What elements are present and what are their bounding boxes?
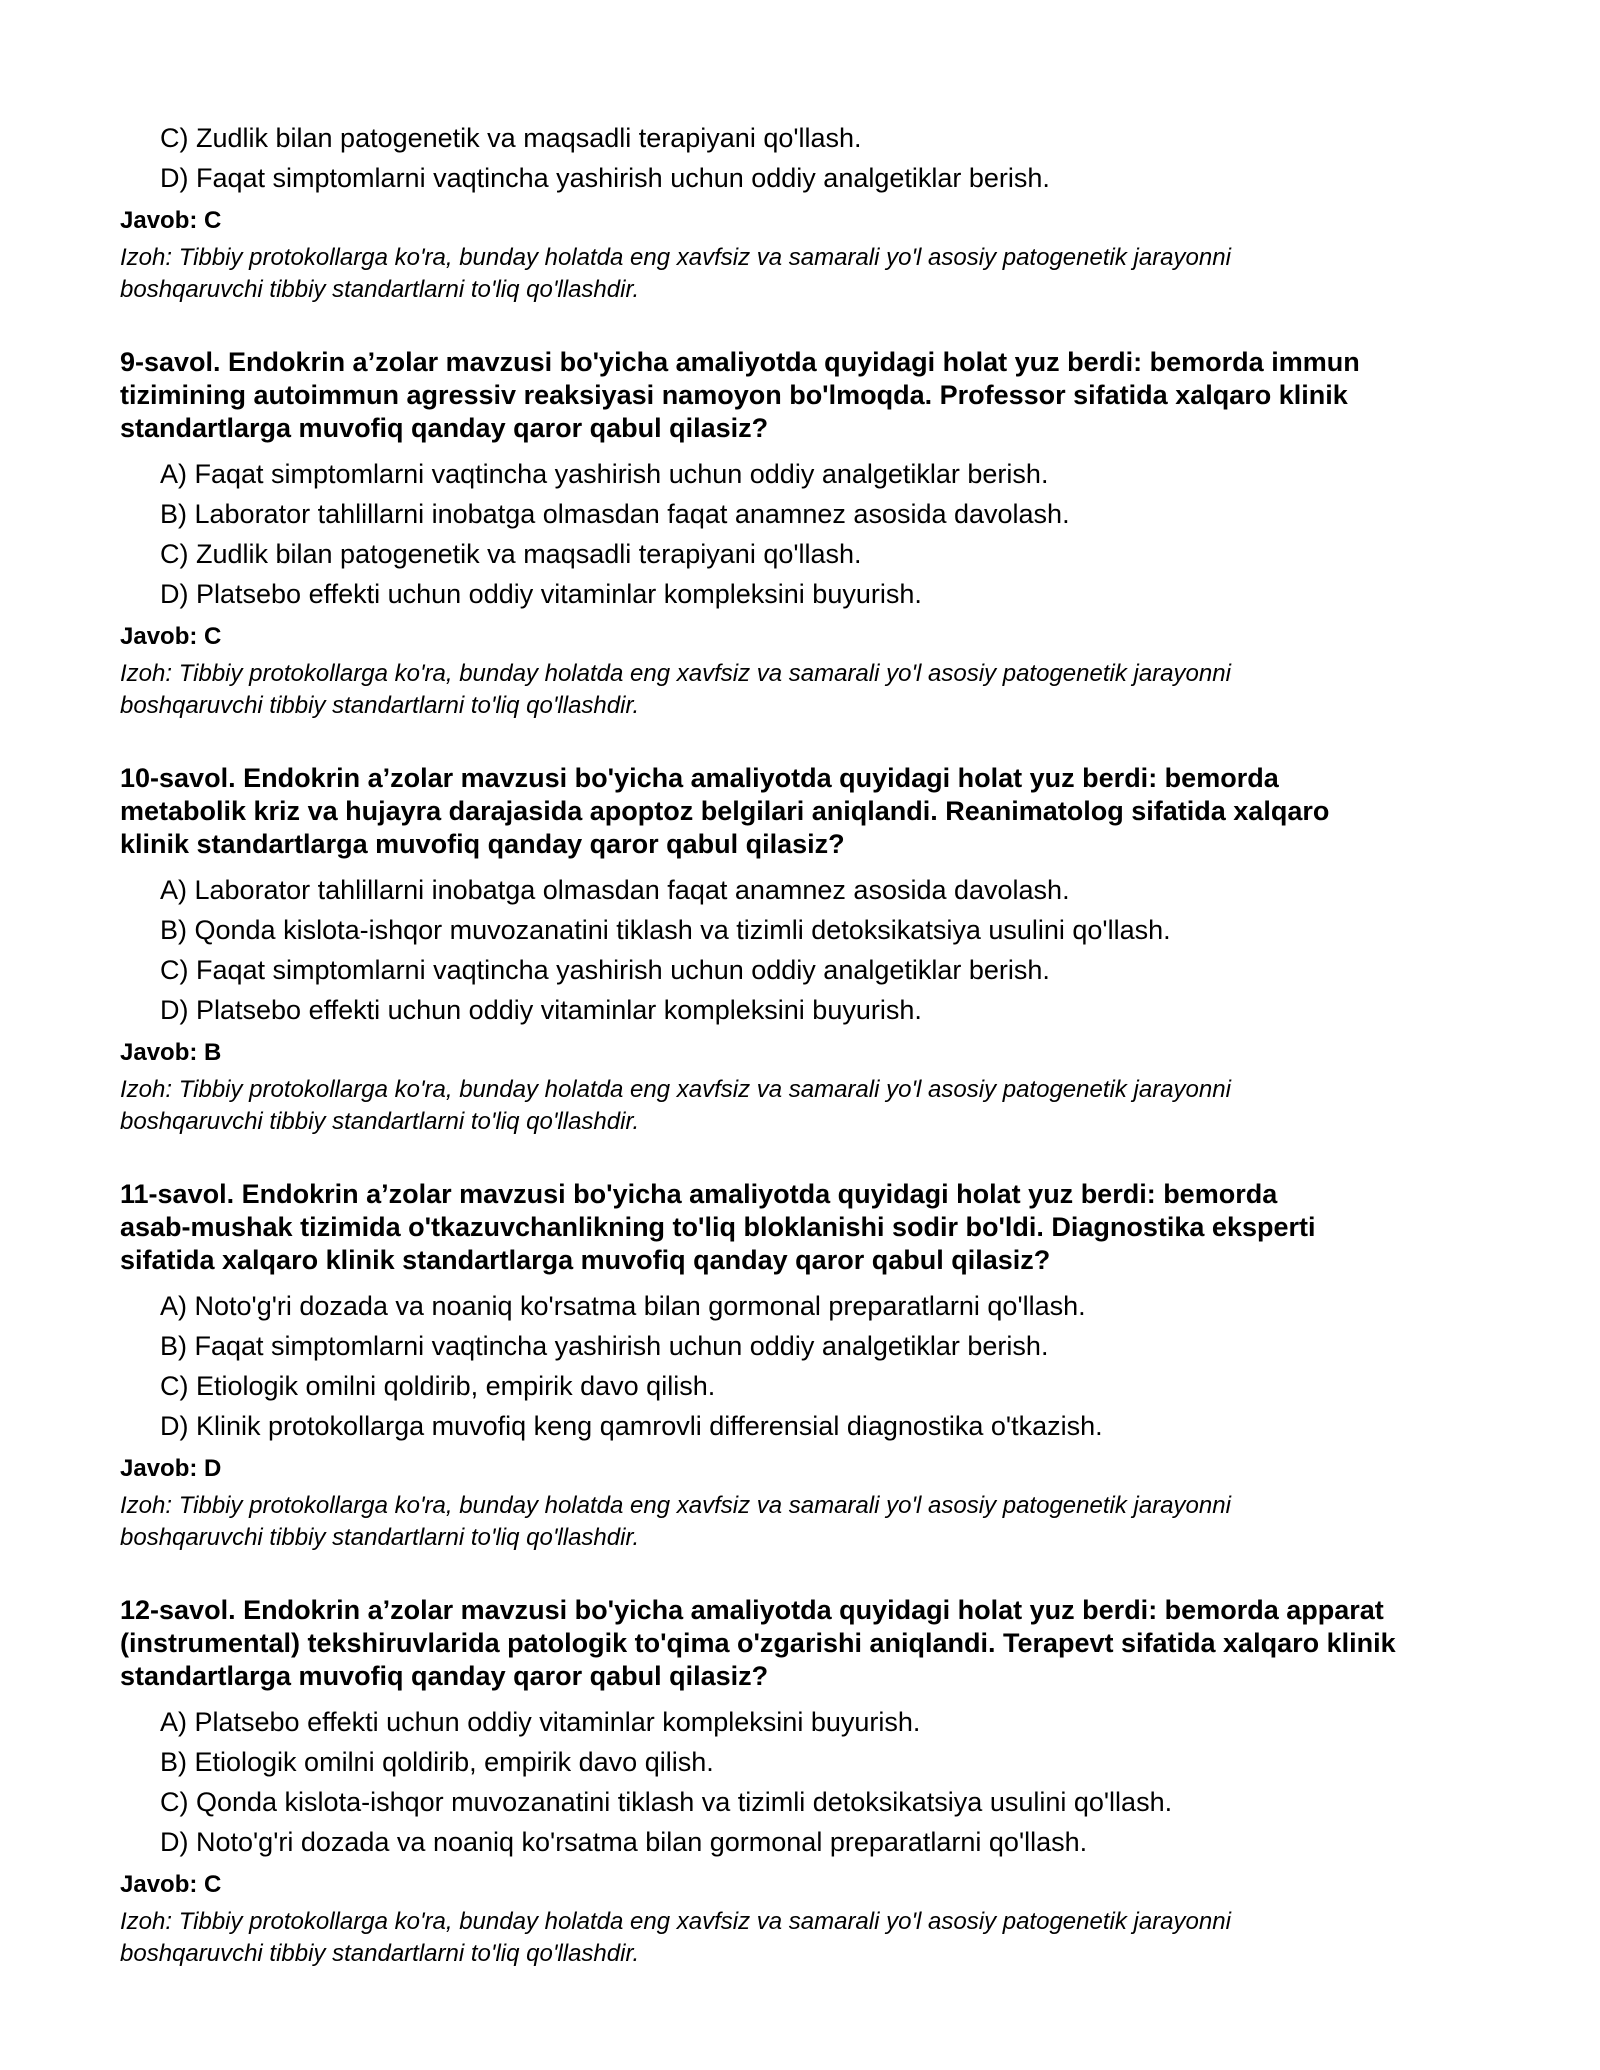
- question-text: [120, 762, 1500, 861]
- explanation-line: Izoh: Tibbiy protokollarga ko'ra, bunday holatda eng xavfsiz va samarali yo'l asosiy patogenetik jarayonni: [120, 1908, 1231, 1935]
- explanation-line: boshqaruvchi tibbiy standartlarni to'liq qo'llashdir.: [120, 1524, 640, 1551]
- answer-label: Javob: B: [120, 1039, 222, 1066]
- option-list: [120, 1286, 1500, 1446]
- answer-label: Javob: D: [120, 1455, 222, 1482]
- explanation-line: Izoh: Tibbiy protokollarga ko'ra, bunday holatda eng xavfsiz va samarali yo'l asosiy patogenetik jarayonni: [120, 1076, 1231, 1103]
- explanation-line: boshqaruvchi tibbiy standartlarni to'liq qo'llashdir.: [120, 1940, 640, 1967]
- explanation-note: [120, 1490, 1500, 1554]
- question-line: (instrumental) tekshiruvlarida patologik to'qima o'zgarishi aniqlandi. Terapevt sifatida xalqaro klinik: [120, 1628, 1396, 1658]
- question-text: [120, 1178, 1500, 1277]
- question-text: [120, 1594, 1500, 1693]
- question-text: [120, 346, 1500, 445]
- explanation-line: boshqaruvchi tibbiy standartlarni to'liq qo'llashdir.: [120, 692, 640, 719]
- question-line: metabolik kriz va hujayra darajasida apoptoz belgilari aniqlandi. Reanimatolog sifatida xalqaro: [120, 796, 1330, 826]
- option-b: B) Etiologik omilni qoldirib, empirik davo qilish.: [160, 1747, 714, 1777]
- option-a: A) Platsebo effekti uchun oddiy vitaminlar kompleksini buyurish.: [160, 1707, 921, 1737]
- question-block-8-continued: [120, 118, 1500, 306]
- question-line: asab-mushak tizimida o'tkazuvchanlikning to'liq bloklanishi sodir bo'ldi. Diagnostika eksperti: [120, 1212, 1316, 1242]
- option-c: C) Etiologik omilni qoldirib, empirik davo qilish.: [160, 1371, 716, 1401]
- explanation-line: Izoh: Tibbiy protokollarga ko'ra, bunday holatda eng xavfsiz va samarali yo'l asosiy patogenetik jarayonni: [120, 1492, 1231, 1519]
- option-list: [120, 1702, 1500, 1862]
- option-d: D) Platsebo effekti uchun oddiy vitaminlar kompleksini buyurish.: [160, 579, 922, 609]
- answer-label: Javob: C: [120, 1871, 222, 1898]
- option-b: B) Laborator tahlillarni inobatga olmasdan faqat anamnez asosida davolash.: [160, 499, 1070, 529]
- question-block-10: [120, 762, 1500, 1138]
- explanation-line: Izoh: Tibbiy protokollarga ko'ra, bunday holatda eng xavfsiz va samarali yo'l asosiy patogenetik jarayonni: [120, 244, 1231, 271]
- option-a: A) Faqat simptomlarni vaqtincha yashirish uchun oddiy analgetiklar berish.: [160, 459, 1049, 489]
- question-line: 11-savol. Endokrin a’zolar mavzusi bo'yicha amaliyotda quyidagi holat yuz berdi: bemorda: [120, 1179, 1278, 1209]
- question-line: 10-savol. Endokrin a’zolar mavzusi bo'yicha amaliyotda quyidagi holat yuz berdi: bemorda: [120, 763, 1279, 793]
- option-c: C) Zudlik bilan patogenetik va maqsadli terapiyani qo'llash.: [160, 539, 862, 569]
- question-block-9: [120, 346, 1500, 722]
- explanation-line: boshqaruvchi tibbiy standartlarni to'liq qo'llashdir.: [120, 1108, 640, 1135]
- question-block-12: [120, 1594, 1500, 1970]
- explanation-line: boshqaruvchi tibbiy standartlarni to'liq qo'llashdir.: [120, 276, 640, 303]
- option-list: [120, 454, 1500, 614]
- option-b: B) Qonda kislota-ishqor muvozanatini tiklash va tizimli detoksikatsiya usulini qo'llash.: [160, 915, 1171, 945]
- option-a: A) Laborator tahlillarni inobatga olmasdan faqat anamnez asosida davolash.: [160, 875, 1070, 905]
- explanation-line: Izoh: Tibbiy protokollarga ko'ra, bunday holatda eng xavfsiz va samarali yo'l asosiy patogenetik jarayonni: [120, 660, 1231, 687]
- option-c: C) Qonda kislota-ishqor muvozanatini tiklash va tizimli detoksikatsiya usulini qo'llash.: [160, 1787, 1173, 1817]
- option-d: D) Platsebo effekti uchun oddiy vitaminlar kompleksini buyurish.: [160, 995, 922, 1025]
- question-line: tizimining autoimmun agressiv reaksiyasi namoyon bo'lmoqda. Professor sifatida xalqaro klinik: [120, 380, 1348, 410]
- explanation-note: [120, 658, 1500, 722]
- option-list: [120, 118, 1500, 198]
- option-list: [120, 870, 1500, 1030]
- option-c: C) Zudlik bilan patogenetik va maqsadli terapiyani qo'llash.: [160, 123, 862, 153]
- question-line: 12-savol. Endokrin a’zolar mavzusi bo'yicha amaliyotda quyidagi holat yuz berdi: bemorda apparat: [120, 1595, 1384, 1625]
- option-d: D) Faqat simptomlarni vaqtincha yashirish uchun oddiy analgetiklar berish.: [160, 163, 1050, 193]
- explanation-note: [120, 242, 1500, 306]
- explanation-note: [120, 1906, 1500, 1970]
- question-line: 9-savol. Endokrin a’zolar mavzusi bo'yicha amaliyotda quyidagi holat yuz berdi: bemorda immun: [120, 347, 1360, 377]
- option-d: D) Noto'g'ri dozada va noaniq ko'rsatma bilan gormonal preparatlarni qo'llash.: [160, 1827, 1088, 1857]
- option-b: B) Faqat simptomlarni vaqtincha yashirish uchun oddiy analgetiklar berish.: [160, 1331, 1049, 1361]
- option-d: D) Klinik protokollarga muvofiq keng qamrovli differensial diagnostika o'tkazish.: [160, 1411, 1103, 1441]
- option-c: C) Faqat simptomlarni vaqtincha yashirish uchun oddiy analgetiklar berish.: [160, 955, 1050, 985]
- question-block-11: [120, 1178, 1500, 1554]
- answer-label: Javob: C: [120, 207, 222, 234]
- question-line: sifatida xalqaro klinik standartlarga muvofiq qanday qaror qabul qilasiz?: [120, 1245, 1051, 1275]
- question-line: standartlarga muvofiq qanday qaror qabul qilasiz?: [120, 1661, 769, 1691]
- answer-label: Javob: C: [120, 623, 222, 650]
- option-a: A) Noto'g'ri dozada va noaniq ko'rsatma bilan gormonal preparatlarni qo'llash.: [160, 1291, 1086, 1321]
- explanation-note: [120, 1074, 1500, 1138]
- question-line: standartlarga muvofiq qanday qaror qabul qilasiz?: [120, 413, 769, 443]
- question-line: klinik standartlarga muvofiq qanday qaror qabul qilasiz?: [120, 829, 845, 859]
